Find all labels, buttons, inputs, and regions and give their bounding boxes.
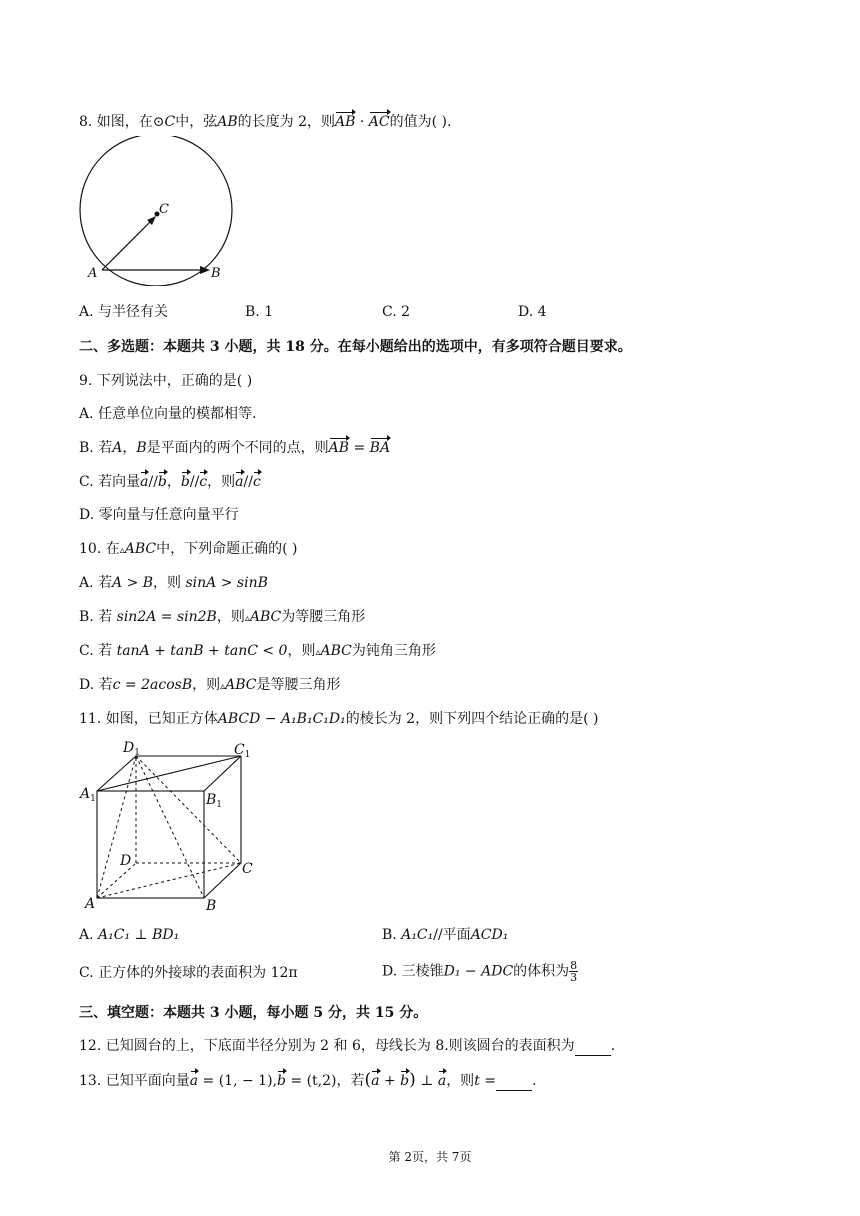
q11-text: 的棱长为 2，则下列四个结论正确的是( ) [345,711,599,727]
label-c: C [242,861,253,877]
arrow-head-b [200,266,210,274]
label-b: B [206,898,217,912]
page-footer: 第 2页，共 7页 [388,1150,472,1164]
q11d-text: D. 三棱锥 [382,963,444,980]
q10a-text: A. 若 [79,575,113,591]
paren-open: ( [364,1070,372,1090]
q9b-math: B [136,440,147,456]
q10c-math: ABC [320,643,352,659]
section-3-heading: 三、填空题：本题共 3 小题，每小题 5 分，共 15 分。 [79,1005,428,1021]
vector-a: a [235,474,244,490]
triangle-icon: ▵ [119,545,125,556]
q13-math: = (1, − 1), [198,1073,277,1089]
q8-text: 中，弦 [175,114,218,130]
q9b-eq: = [349,440,370,456]
answer-blank[interactable] [496,1076,532,1091]
question-13 [79,1070,536,1091]
front-face [97,791,204,898]
plus-sign: + [379,1073,401,1089]
q12-end: . [610,1038,616,1054]
vector-c: c [199,474,208,490]
q11-cube-figure [76,736,266,912]
fraction-8-3 [569,960,578,983]
triangle-icon: ▵ [315,647,321,658]
q10-option-c [79,641,436,663]
paren-close: ) [409,1070,416,1090]
vector-a: a [437,1073,447,1089]
q11-option-d [382,960,578,983]
q10b-text: B. 若 [79,609,117,625]
q9c-text: C. 若向量 [79,474,141,490]
q9c-text: ， [166,474,181,490]
q10a-text: ，则 [153,575,186,591]
q11b-math: A₁C₁ [401,927,434,943]
q11b-text: B. [382,927,402,943]
q11a-text: A. [79,927,99,943]
q10-option-d [79,675,341,697]
segment-ac [102,220,152,270]
q8-text: 的长度为 2，则 [237,114,336,130]
q8-text: 的值为( ). [389,114,452,130]
q10c-text: C. 若 [79,643,117,659]
q9b-math: A [112,440,123,456]
q9-option-d: D. 零向量与任意向量平行 [79,507,239,523]
parallel-symbol: // [243,474,253,490]
q11b-math: ACD₁ [470,927,509,943]
edge-b1c1 [204,756,241,791]
q11-option-b [382,925,508,945]
q10b-math: ABC [249,609,282,625]
vector-b: b [276,1073,286,1089]
parallel-symbol: // [148,474,158,490]
q8-option-d: D. 4 [518,304,547,320]
q10-option-a [79,573,268,593]
vector-ac: AC [368,114,390,130]
q8-option-a: A. 与半径有关 [79,304,169,320]
vector-b: b [157,474,167,490]
q9b-text: ， [122,440,137,456]
edge-bc [204,863,241,898]
q11a-math: A₁C₁ ⊥ BD₁ [98,927,180,943]
q13-text: ，则 [446,1073,475,1089]
vector-a: a [371,1073,380,1089]
q10-text: 中，下列命题正确的( ) [156,541,298,557]
q11d-math: D₁ − ADC [443,963,514,980]
q9b-text: 是平面内的两个不同的点，则 [146,440,329,456]
q10b-text: 为等腰三角形 [281,609,366,625]
q13-math-t: t [474,1073,480,1089]
q8-circle-figure [70,136,245,286]
q12-text: 12. 已知圆台的上，下底面半径分别为 2 和 6，母线长为 8.则该圆台的表面积为 [79,1038,575,1054]
parallel-symbol: // [189,474,200,490]
question-11-stem [79,709,598,729]
label-d1: $D_1$ [123,740,140,758]
vector-b: b [180,474,190,490]
q8-option-c: C. 2 [382,304,411,320]
label-a: A [85,896,96,912]
fraction-numerator: 8 [570,959,578,972]
q10b-math: sin2A = sin2B [116,609,217,625]
q10-option-b [79,607,365,629]
q11-math: ABCD − A₁B₁C₁D₁ [217,711,346,727]
label-d: D [120,853,132,869]
q11-option-a [79,925,179,945]
q10d-text: ，则 [192,677,221,693]
vector-c: c [252,474,261,490]
q11-option-c: C. 正方体的外接球的表面积为 12π [79,965,298,981]
diag-d1c [136,756,241,863]
q10c-text: 为钝角三角形 [351,643,436,659]
label-b1: $B_1$ [206,792,223,810]
q10c-text: ，则 [287,643,316,659]
q9-option-a: A. 任意单位向量的模都相等. [79,406,257,422]
diag-a1c1 [97,756,241,791]
q11d-text: 的体积为 [513,963,570,980]
question-12 [79,1036,615,1056]
question-9-stem: 9. 下列说法中，正确的是( ) [79,373,253,389]
q8-option-b: B. 1 [245,304,274,320]
q10-text: 10. 在 [79,541,120,557]
q10a-math: A > B [112,575,154,591]
q10-math: ABC [124,541,157,557]
q8-dot: · [355,114,369,130]
fraction-denominator: 3 [570,971,578,984]
label-c1: $C_1$ [234,742,251,760]
diag-ac [97,863,241,898]
q9b-text: B. 若 [79,440,113,456]
label-a1: $A_1$ [80,786,96,804]
vector-ab: AB [328,440,350,456]
triangle-icon: ▵ [244,613,250,624]
diag-d1b [136,756,204,898]
vector-a: a [189,1073,199,1089]
label-a: A [88,266,98,281]
q10d-text: D. 若 [79,677,113,693]
vector-a: a [140,474,149,490]
q8-math-c: C [164,114,176,130]
q13-math: = (t,2)，若 [285,1073,365,1089]
question-8-stem [79,112,451,132]
q13-text: 13. 已知平面向量 [79,1073,190,1089]
q13-eq: = [479,1073,497,1089]
q8-text: 8. 如图，在⊙ [79,114,165,130]
q9c-text: ，则 [207,474,236,490]
q10d-math: ABC [225,677,257,693]
q11-text: 11. 如图，已知正方体 [79,711,218,727]
vector-ba: BA [369,440,391,456]
answer-blank[interactable] [575,1041,611,1056]
q9-option-c [79,472,261,492]
triangle-icon: ▵ [220,681,226,692]
section-2-heading: 二、多选题：本题共 3 小题，共 18 分。在每小题给出的选项中，有多项符合题目要求。 [79,339,632,355]
question-10-stem [79,539,298,561]
circle-outline [80,136,232,286]
label-c: C [159,202,169,217]
q8-math-ab: AB [217,114,238,130]
q10c-math: tanA + tanB + tanC < 0 [116,643,288,659]
q10a-math: sinA > sinB [185,575,268,591]
q11b-text: //平面 [433,927,471,943]
diag-d1a [97,756,136,898]
q13-end: . [532,1073,537,1089]
q9-option-b [79,438,390,458]
label-b: B [211,266,221,281]
vector-b: b [400,1073,410,1089]
q10d-math: c = 2acosB [112,677,193,693]
perp-symbol: ⊥ [415,1073,438,1089]
q10b-text: ，则 [216,609,245,625]
vector-ab: AB [335,114,356,130]
q10d-text: 是等腰三角形 [256,677,341,693]
